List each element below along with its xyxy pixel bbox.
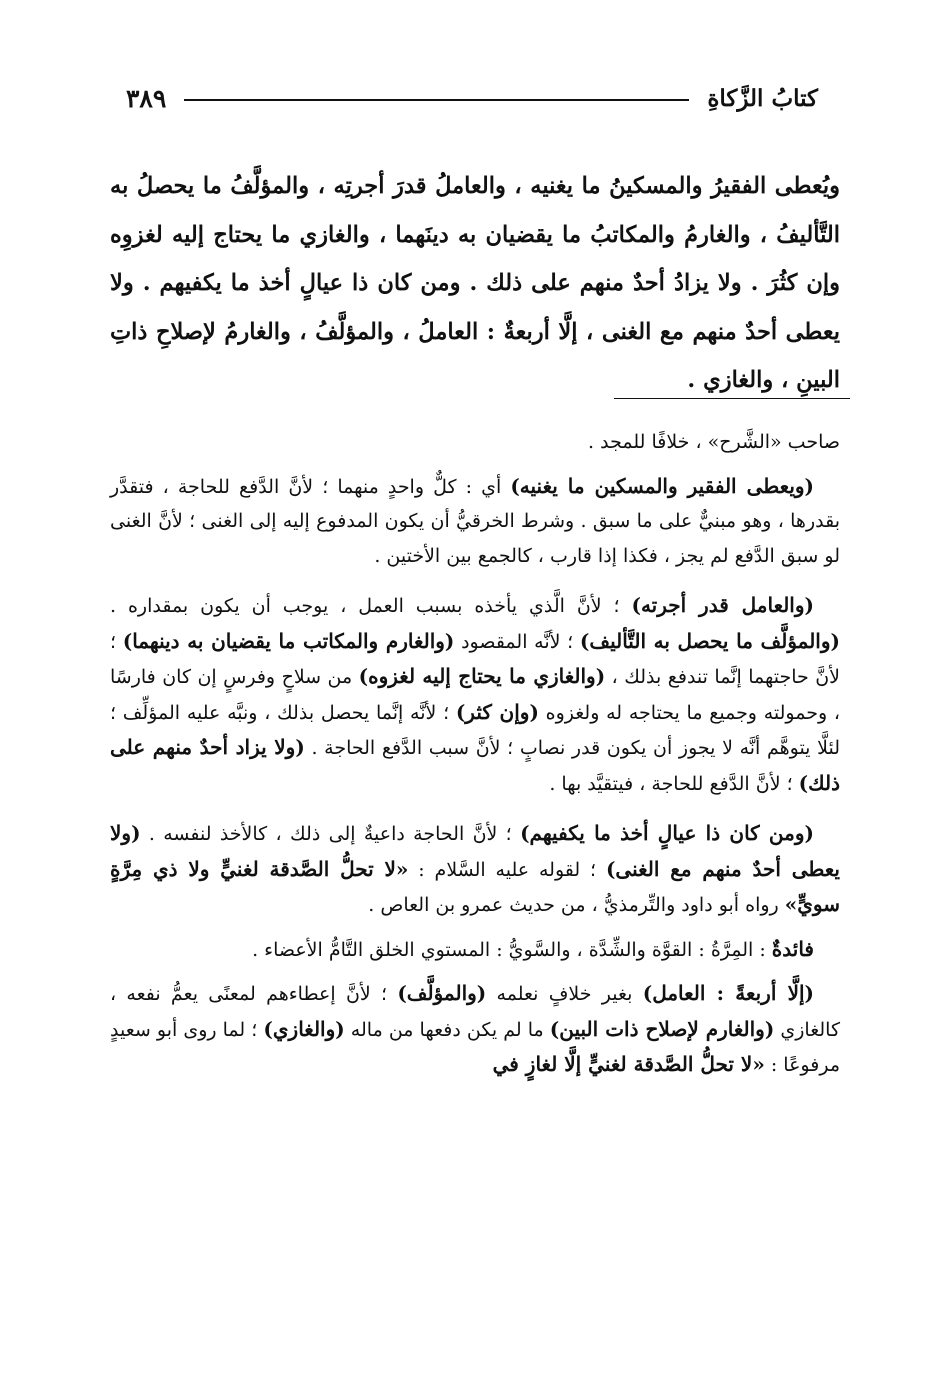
quoted-matn: (والعامل قدر أجرته) [631, 593, 814, 617]
commentary-block [110, 425, 840, 1098]
footnote-separator [614, 398, 850, 399]
running-header [126, 78, 818, 118]
quoted-matn: (والمؤلَّف ما يحصل به التَّأليف) [579, 628, 840, 653]
quoted-matn: (ولا يزاد أحدٌ منهم على ذلك) [110, 735, 840, 795]
quoted-matn: (ويعطى الفقير والمسكين ما يغنيه) [510, 473, 815, 498]
commentary-text: بغير خلافٍ نعلمه [486, 983, 643, 1005]
quoted-matn: (والغارم لإصلاح ذات البين) [549, 1016, 775, 1041]
quoted-matn: (وإن كثر) [455, 699, 539, 724]
commentary-text: ؛ لقوله عليه السَّلام : [408, 858, 606, 881]
commentary-paragraph-1 [110, 425, 840, 460]
commentary-text: رواه أبو داود والتِّرمذيُّ ، من حديث عمرو بن العاص . [368, 894, 785, 916]
quoted-matn: (ولا يعطى أحدٌ منهم مع الغنى) [110, 821, 840, 881]
commentary-paragraph-5 [110, 932, 840, 968]
commentary-text: ؛ لأنَّ الحاجة داعيةٌ إلى ذلك ، كالأخذ لنفسه . [140, 823, 521, 845]
commentary-paragraph-3 [110, 588, 840, 801]
commentary-text: ؛ لما روى أبو سعيدٍ مرفوعًا : [110, 1018, 840, 1076]
page-number: ٣٨٩ [126, 83, 167, 113]
commentary-text: من سلاحٍ وفرسٍ إن كان فارسًا ، وحمولته وجميع ما يحتاجه له ولغزوه [110, 666, 840, 724]
commentary-text: ؛ لأنَّ الدَّفع للحاجة ، فيتقيَّد بها . [549, 772, 799, 795]
quoted-matn: (والمؤلَّف) [397, 981, 487, 1005]
commentary-paragraph-6 [110, 976, 840, 1083]
quoted-matn: (إلَّا أربعةً : العامل) [642, 981, 814, 1005]
matn-text-block [110, 162, 840, 405]
quoted-matn: (والغازي ما يحتاج إليه لغزوه) [358, 664, 606, 688]
commentary-text: صاحب «الشَّرح» ، خلافًا للمجد . [588, 431, 840, 453]
commentary-text: ؛ لأنَّه المقصود [454, 630, 580, 653]
note-label: فائدةٌ [771, 936, 814, 961]
hadith-quote: «لا تحلُّ الصَّدقة لغنيٍّ إلَّا لغازٍ في [492, 1052, 765, 1076]
commentary-paragraph-4 [110, 816, 840, 923]
quoted-matn: (ومن كان ذا عيالٍ أخذ ما يكفيهم) [520, 821, 814, 845]
quoted-matn: (والغارم والمكاتب ما يقضيان به دينهما) [122, 628, 455, 653]
commentary-text: ؛ لأنَّ الَّذي يأخذه بسبب العمل ، يوجب أن يكون بمقداره . [110, 595, 632, 617]
commentary-text: : المِرَّةُ : القوَّة والشِّدَّة ، والسَّويُّ : المستوي الخلق التَّامُّ الأعضاء . [252, 938, 772, 961]
header-rule [184, 99, 689, 101]
matn-paragraph: ويُعطى الفقيرُ والمسكينُ ما يغنيه ، والعاملُ قدرَ أجرتِه ، والمؤلَّفُ ما يحصلُ به التَّأليفُ ، والغارمُ والمكاتبُ ما يقضيان به دينَهما ، والغازي ما يحتاج إليه لغزوِه وإن كثُرَ . ولا يزادُ أحدٌ منهم على ذلك . ومن كان ذا عيالٍ أخذ ما يكفيهم . ولا يعطى أحدٌ منهم مع الغنى ، إلَّا أربعةٌ : العاملُ ، والمؤلَّفُ ، والغارمُ لإصلاحِ ذاتِ البينِ ، والغازي . [110, 173, 840, 393]
commentary-text: أي : كلٌّ واحدٍ منهما ؛ لأنَّ الدَّفع للحاجة ، فتقدَّر بقدرها ، وهو مبنيٌّ على ما سبق . وشرط الخرقيُّ أن يكون المدفوع إليه إلى الغنى ؛ لأنَّ الغنى لو سبق الدَّفع لم يجز ، فكذا إذا قارب ، كالجمع بين الأختين . [110, 475, 840, 567]
commentary-text: ؛ لأنَّ حاجتهما إنَّما تندفع بذلك ، [110, 630, 841, 688]
commentary-text: ؛ لأنَّ إعطاءهم لمعنًى يعمُّ نفعه ، كالغازي [110, 983, 841, 1041]
commentary-text: ما لم يكن دفعها من ماله [344, 1018, 550, 1041]
commentary-paragraph-2 [110, 469, 840, 574]
running-title: كتابُ الزَّكاةِ [707, 84, 818, 112]
commentary-text: ؛ لأنَّه إنَّما يحصل بذلك ، ونبَّه عليه المؤلِّف ؛ لئلَّا يتوهَّم أنَّه لا يجوز أن يكون قدر نصابٍ ؛ لأنَّ سبب الدَّفع الحاجة . [110, 701, 840, 759]
quoted-matn: (والغازي) [263, 1016, 345, 1041]
hadith-quote: «لا تحلُّ الصَّدقة لغنيٍّ ولا ذي مِرَّةٍ سويٍّ» [110, 856, 840, 916]
